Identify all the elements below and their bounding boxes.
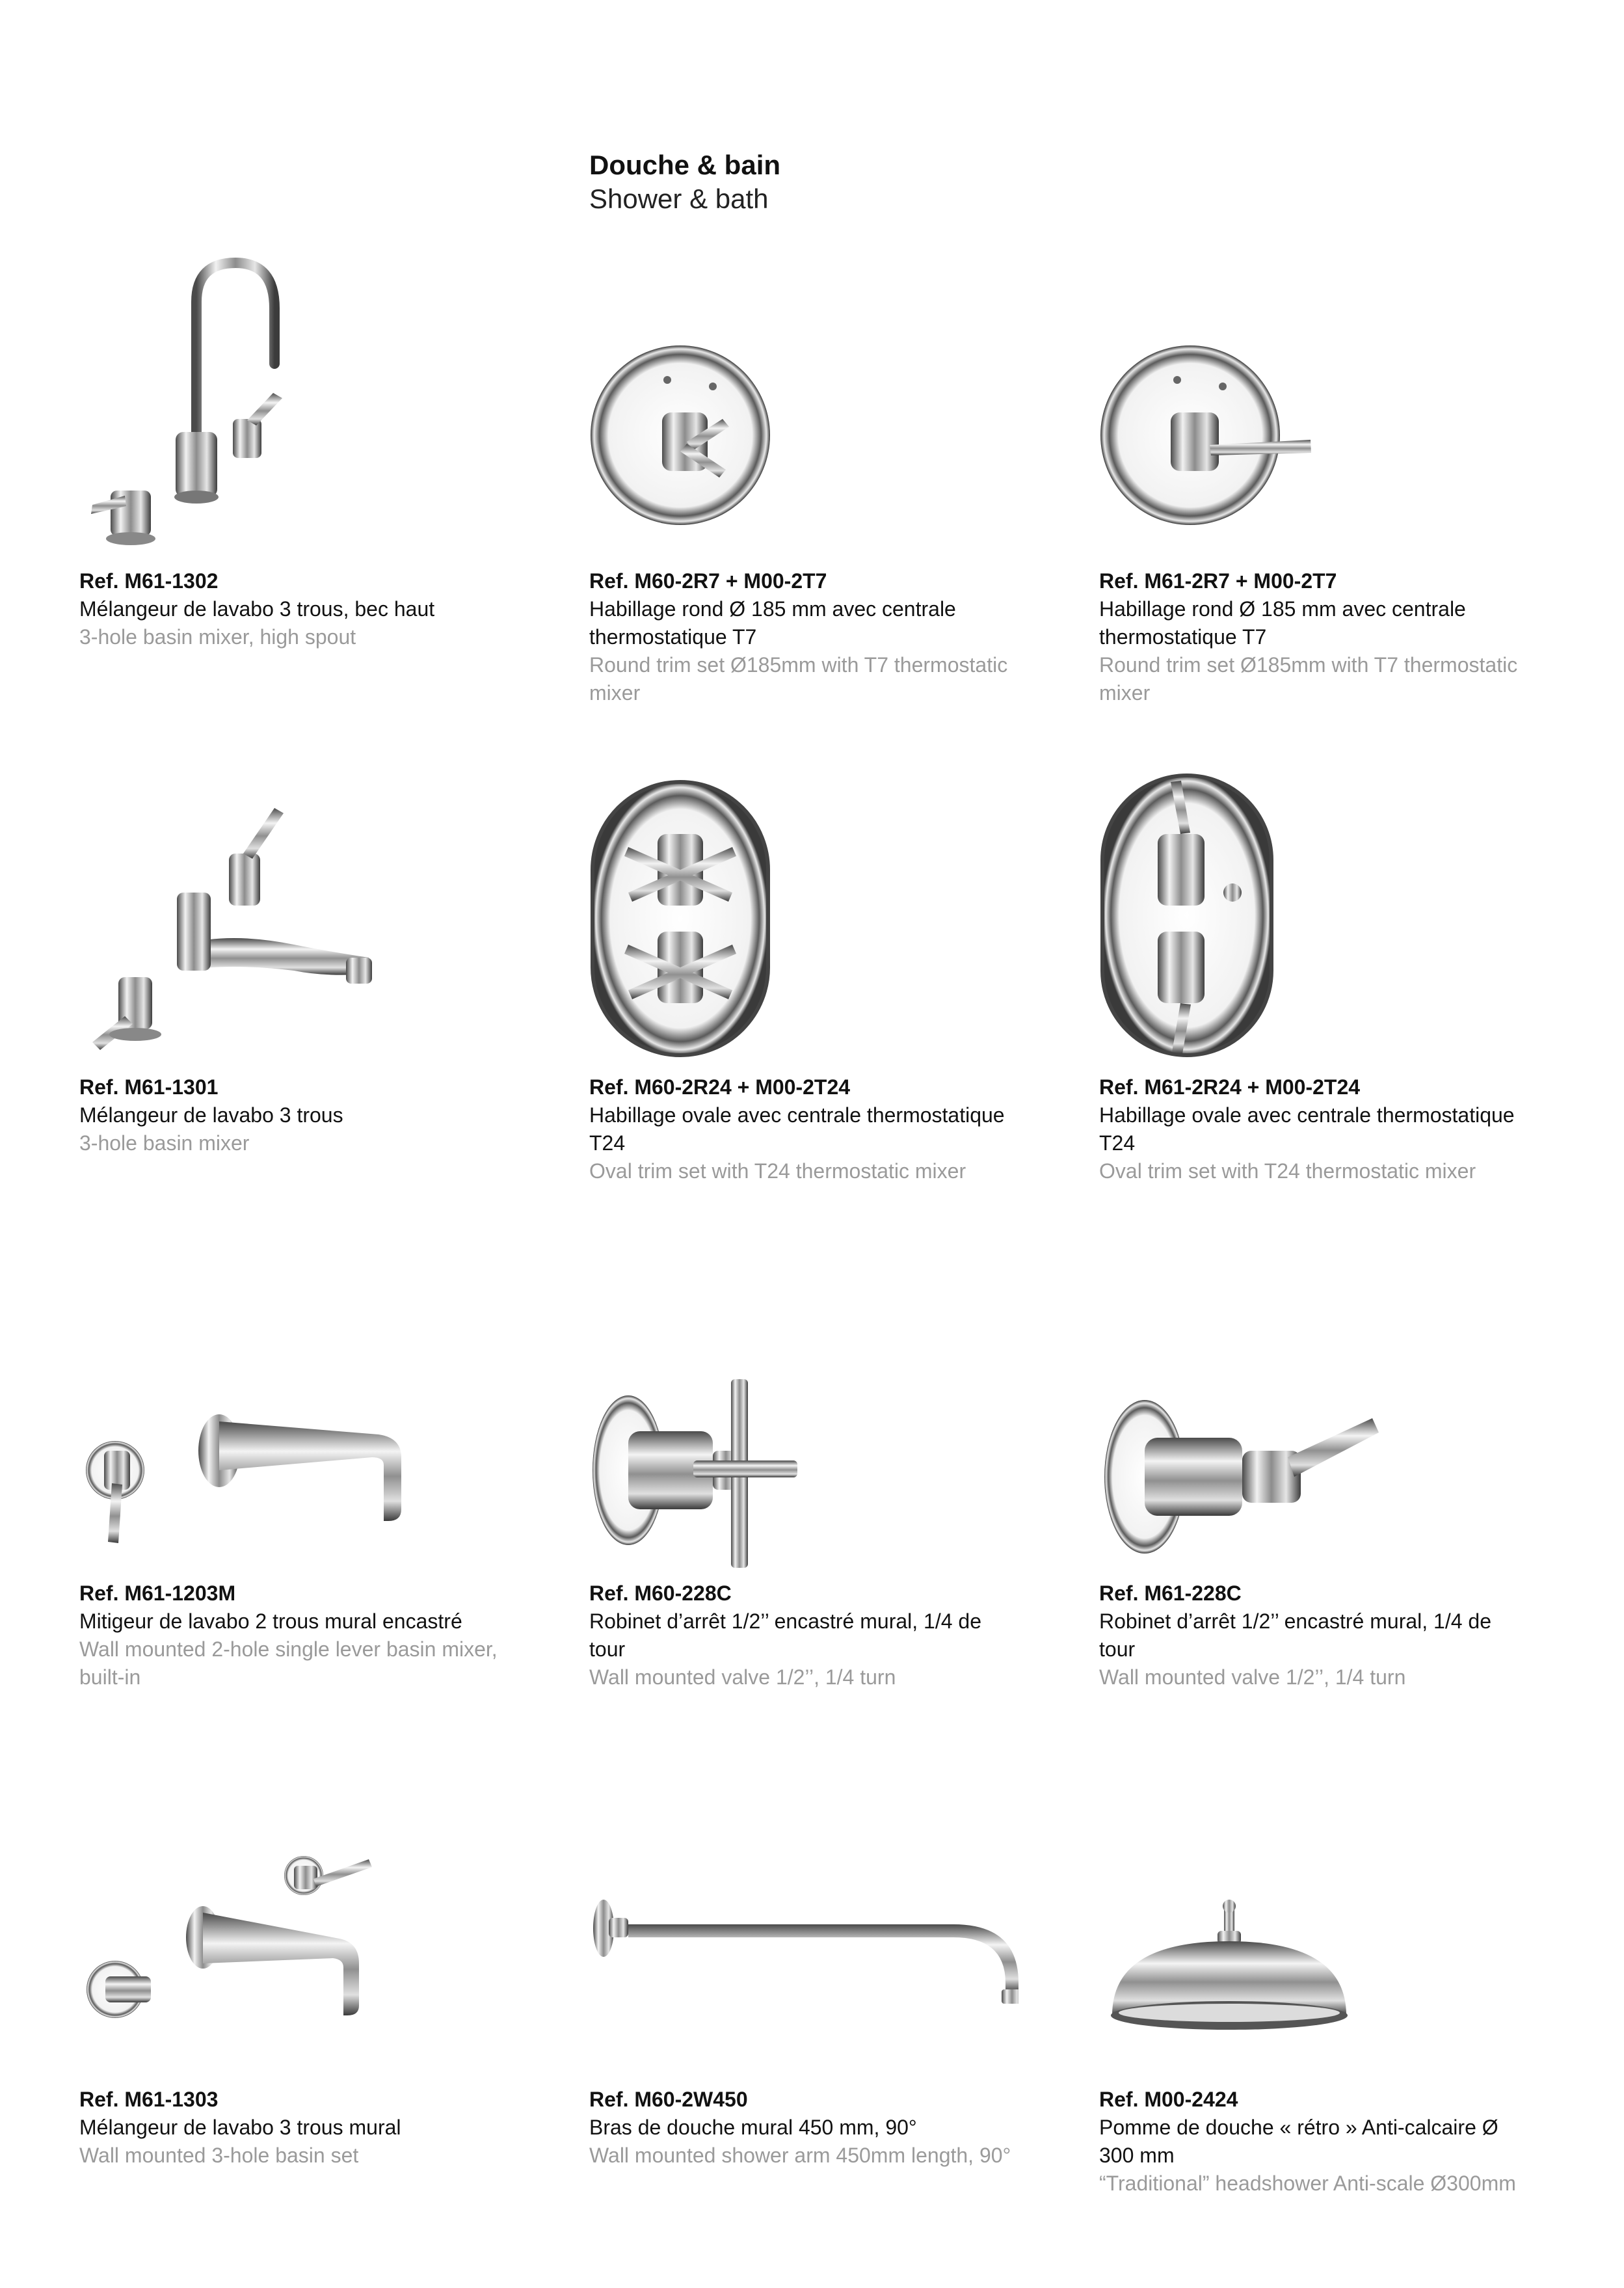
product-image xyxy=(1099,1262,1528,1568)
product-desc-fr: Habillage ovale avec centrale thermostatique T24 xyxy=(1099,1103,1515,1155)
round-trim-lever-handle-icon xyxy=(1099,250,1320,556)
section-title-en: Shower & bath xyxy=(589,183,769,214)
product-ref: Ref. M61-1203M xyxy=(79,1581,236,1605)
product-desc-fr: Habillage rond Ø 185 mm avec centrale thermostatique T7 xyxy=(1099,597,1466,649)
product-desc-fr: Bras de douche mural 450 mm, 90° xyxy=(589,2116,917,2139)
product-text xyxy=(79,1580,509,1691)
product-desc-en: Wall mounted shower arm 450mm length, 90° xyxy=(589,2144,1011,2167)
product-image xyxy=(589,250,1018,556)
product-image xyxy=(79,250,509,556)
product-desc-fr: Mélangeur de lavabo 3 trous xyxy=(79,1103,343,1127)
product-ref: Ref. M00-2424 xyxy=(1099,2088,1238,2111)
wall-spout-lever-icon xyxy=(79,1262,418,1568)
product-desc-fr: Pomme de douche « rétro » Anti-calcaire Ø 300 mm xyxy=(1099,2116,1498,2167)
product-ref: Ref. M61-1302 xyxy=(79,569,219,593)
product-text xyxy=(79,1073,509,1157)
product-desc-fr: Robinet d’arrêt 1/2’’ encastré mural, 1/4 de tour xyxy=(589,1609,981,1661)
three-hole-basin-mixer-icon xyxy=(79,756,392,1062)
product-image xyxy=(589,1768,1018,2074)
product-ref: Ref. M61-1303 xyxy=(79,2088,219,2111)
product-desc-fr: Robinet d’arrêt 1/2’’ encastré mural, 1/4 de tour xyxy=(1099,1609,1491,1661)
wall-valve-cross-icon xyxy=(589,1262,823,1568)
product-ref: Ref. M60-228C xyxy=(589,1581,732,1605)
wall-valve-lever-icon xyxy=(1099,1262,1398,1568)
product-desc-en: Oval trim set with T24 thermostatic mixer xyxy=(1099,1159,1476,1183)
product-desc-en: Round trim set Ø185mm with T7 thermostatic mixer xyxy=(589,653,1008,705)
product-desc-en: Wall mounted valve 1/2’’, 1/4 turn xyxy=(1099,1665,1406,1689)
wall-three-hole-set-icon xyxy=(79,1768,405,2074)
product-image xyxy=(79,1768,509,2074)
product-image xyxy=(79,1262,509,1568)
product-ref: Ref. M61-1301 xyxy=(79,1075,219,1099)
product-image xyxy=(1099,1768,1528,2074)
product-ref: Ref. M61-2R7 + M00-2T7 xyxy=(1099,569,1337,593)
product-desc-fr: Habillage rond Ø 185 mm avec centrale thermostatique T7 xyxy=(589,597,956,649)
product-text xyxy=(589,567,1018,707)
product-text xyxy=(1099,2086,1528,2198)
shower-arm-icon xyxy=(589,1768,1018,2074)
product-ref: Ref. M61-228C xyxy=(1099,1581,1242,1605)
round-trim-cross-handle-icon xyxy=(589,250,797,556)
product-desc-en: Oval trim set with T24 thermostatic mixer xyxy=(589,1159,966,1183)
product-desc-fr: Habillage ovale avec centrale thermostatique T24 xyxy=(589,1103,1005,1155)
product-image xyxy=(79,756,509,1062)
oval-trim-cross-handles-icon xyxy=(589,756,784,1062)
oval-trim-lever-handles-icon xyxy=(1099,756,1294,1062)
product-desc-fr: Mitigeur de lavabo 2 trous mural encastré xyxy=(79,1609,462,1633)
product-desc-en: Wall mounted 3-hole basin set xyxy=(79,2144,359,2167)
product-text xyxy=(1099,567,1528,707)
product-desc-en: Wall mounted valve 1/2’’, 1/4 turn xyxy=(589,1665,896,1689)
product-desc-en: 3-hole basin mixer, high spout xyxy=(79,625,356,649)
product-image xyxy=(589,1262,1018,1568)
product-desc-en: Wall mounted 2-hole single lever basin mixer, built-in xyxy=(79,1637,498,1689)
product-ref: Ref. M60-2R24 + M00-2T24 xyxy=(589,1075,851,1099)
product-text xyxy=(79,567,509,651)
product-text xyxy=(589,1073,1018,1185)
page-header xyxy=(589,148,780,216)
product-desc-fr: Mélangeur de lavabo 3 trous mural xyxy=(79,2116,401,2139)
product-desc-fr: Mélangeur de lavabo 3 trous, bec haut xyxy=(79,597,435,621)
product-image xyxy=(1099,250,1528,556)
product-text xyxy=(1099,1580,1528,1691)
product-desc-en: 3-hole basin mixer xyxy=(79,1131,250,1155)
product-desc-en: “Traditional” headshower Anti-scale Ø300mm xyxy=(1099,2172,1516,2195)
product-ref: Ref. M60-2R7 + M00-2T7 xyxy=(589,569,827,593)
product-image xyxy=(1099,756,1528,1062)
product-text xyxy=(79,2086,509,2170)
product-text xyxy=(589,2086,1018,2170)
product-ref: Ref. M60-2W450 xyxy=(589,2088,748,2111)
product-image xyxy=(589,756,1018,1062)
product-text xyxy=(589,1580,1018,1691)
product-desc-en: Round trim set Ø185mm with T7 thermostatic mixer xyxy=(1099,653,1518,705)
section-title-fr: Douche & bain xyxy=(589,150,781,180)
product-text xyxy=(1099,1073,1528,1185)
product-ref: Ref. M61-2R24 + M00-2T24 xyxy=(1099,1075,1361,1099)
headshower-icon xyxy=(1099,1768,1372,2074)
three-hole-basin-mixer-high-spout-icon xyxy=(79,250,353,556)
